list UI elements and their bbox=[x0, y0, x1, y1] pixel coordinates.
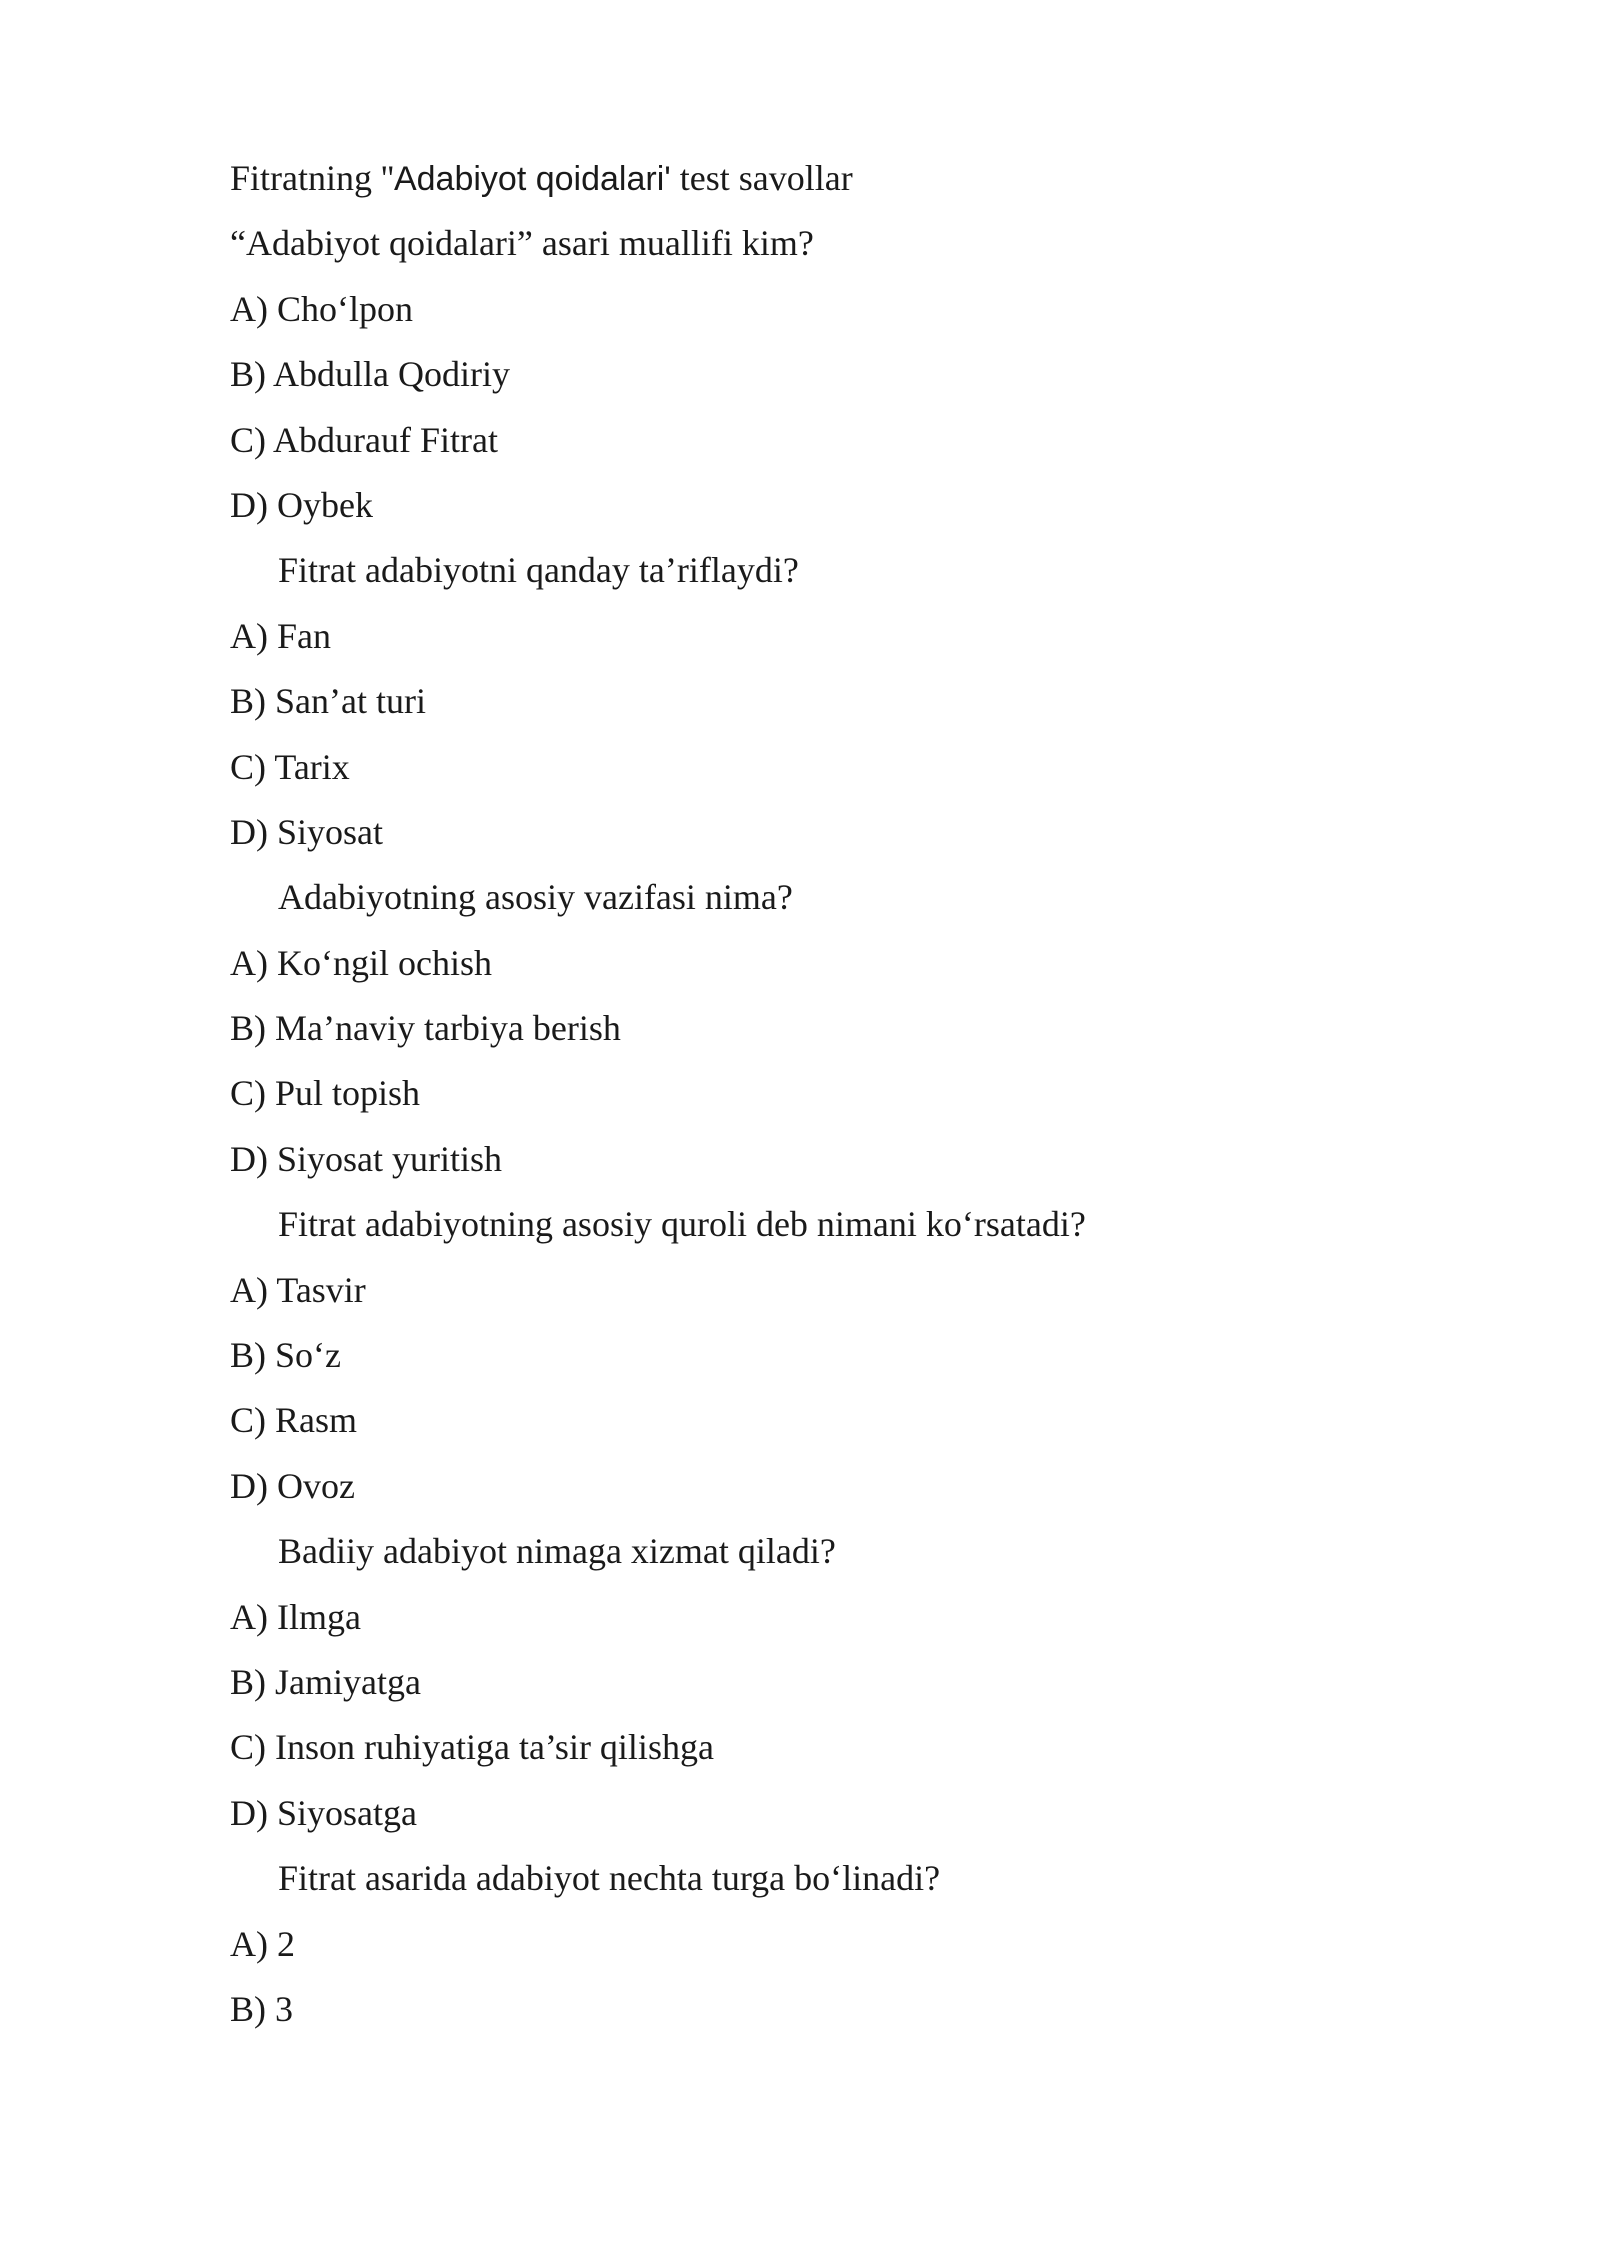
title-suffix: test savollar bbox=[670, 158, 853, 198]
answer-option: C) Tarix bbox=[230, 746, 350, 787]
document-content bbox=[230, 148, 1410, 2044]
answer-option: D) Oybek bbox=[230, 484, 373, 525]
answer-option: C) Rasm bbox=[230, 1400, 358, 1441]
answer-option: D) Ovoz bbox=[230, 1465, 355, 1506]
answer-option: B) San’at turi bbox=[230, 681, 426, 722]
answer-option: B) So‘z bbox=[230, 1335, 341, 1376]
answer-option: B) Abdulla Qodiriy bbox=[230, 354, 510, 395]
answer-option: C) Pul topish bbox=[230, 1073, 421, 1114]
answer-option: C) Inson ruhiyatiga ta’sir qilishga bbox=[230, 1727, 714, 1768]
answer-option: D) Siyosat bbox=[230, 811, 383, 852]
answer-option: A) Fan bbox=[230, 615, 331, 656]
answer-option: D) Siyosatga bbox=[230, 1792, 417, 1833]
answer-option: C) Abdurauf Fitrat bbox=[230, 419, 498, 460]
title-name: Adabiyot qoidalari' bbox=[393, 160, 671, 198]
document-title bbox=[230, 148, 1410, 213]
question-text: Fitrat adabiyotni qanday ta’riflaydi? bbox=[278, 550, 799, 591]
answer-option: A) 2 bbox=[230, 1923, 295, 1964]
answer-option: A) Tasvir bbox=[230, 1269, 366, 1310]
answer-option: B) Jamiyatga bbox=[230, 1661, 421, 1702]
question-text: “Adabiyot qoidalari” asari muallifi kim? bbox=[230, 223, 814, 264]
answer-option: B) Ma’naviy tarbiya berish bbox=[230, 1008, 621, 1049]
answer-option: D) Siyosat yuritish bbox=[230, 1138, 503, 1179]
answer-option: A) Cho‘lpon bbox=[230, 288, 413, 329]
question-text: Adabiyotning asosiy vazifasi nima? bbox=[278, 877, 793, 918]
question-text: Badiiy adabiyot nimaga xizmat qiladi? bbox=[278, 1531, 836, 1572]
question-text: Fitrat asarida adabiyot nechta turga bo‘linadi? bbox=[278, 1858, 941, 1899]
title-prefix: Fitratning '' bbox=[230, 158, 394, 198]
question-text: Fitrat adabiyotning asosiy quroli deb nimani ko‘rsatadi? bbox=[278, 1204, 1086, 1245]
answer-option: B) 3 bbox=[230, 1988, 293, 2029]
answer-option: A) Ko‘ngil ochish bbox=[230, 942, 492, 983]
answer-option: A) Ilmga bbox=[230, 1596, 361, 1637]
